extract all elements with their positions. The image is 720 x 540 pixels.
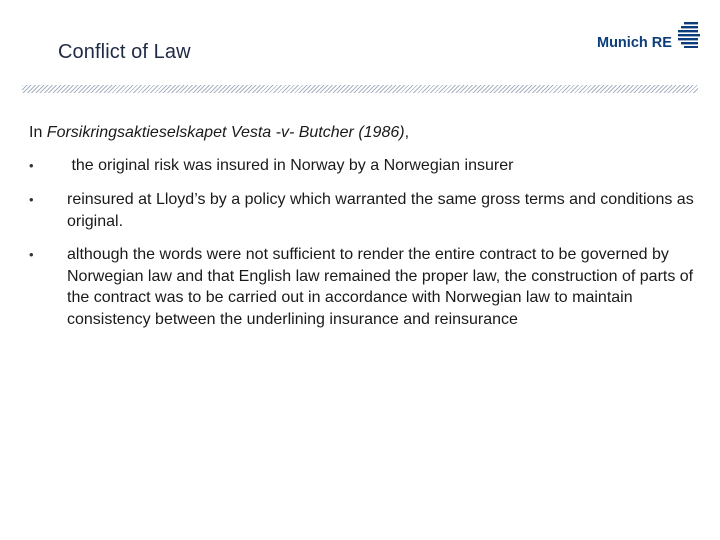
- case-name: Forsikringsaktieselskapet Vesta -v- Butcher (1986): [46, 124, 405, 141]
- bullet-marker: •: [29, 158, 34, 173]
- bullet-marker: •: [29, 192, 34, 207]
- munich-re-logo-icon: [678, 22, 700, 53]
- brand-logo: [597, 22, 700, 53]
- intro-suffix: ,: [404, 124, 410, 141]
- intro-prefix: In: [29, 124, 47, 141]
- header-divider: [22, 85, 698, 93]
- slide-title: Conflict of Law: [58, 41, 191, 63]
- intro-line: [29, 123, 409, 143]
- brand-name: Munich RE: [597, 34, 672, 51]
- bullet-text: reinsured at Lloyd’s by a policy which warranted the same gross terms and conditions as original.: [67, 191, 694, 230]
- bullet-text: the original risk was insured in Norway by a Norwegian insurer: [67, 157, 514, 174]
- bullet-text: although the words were not sufficient to render the entire contract to be governed by Norwegian law and that English law remained the proper law, the construction of parts of the contract was to be carried out in accordance with Norwegian law to maintain consistency between the underlining insurance and reinsurance: [67, 246, 694, 328]
- bullet-marker: •: [29, 247, 34, 262]
